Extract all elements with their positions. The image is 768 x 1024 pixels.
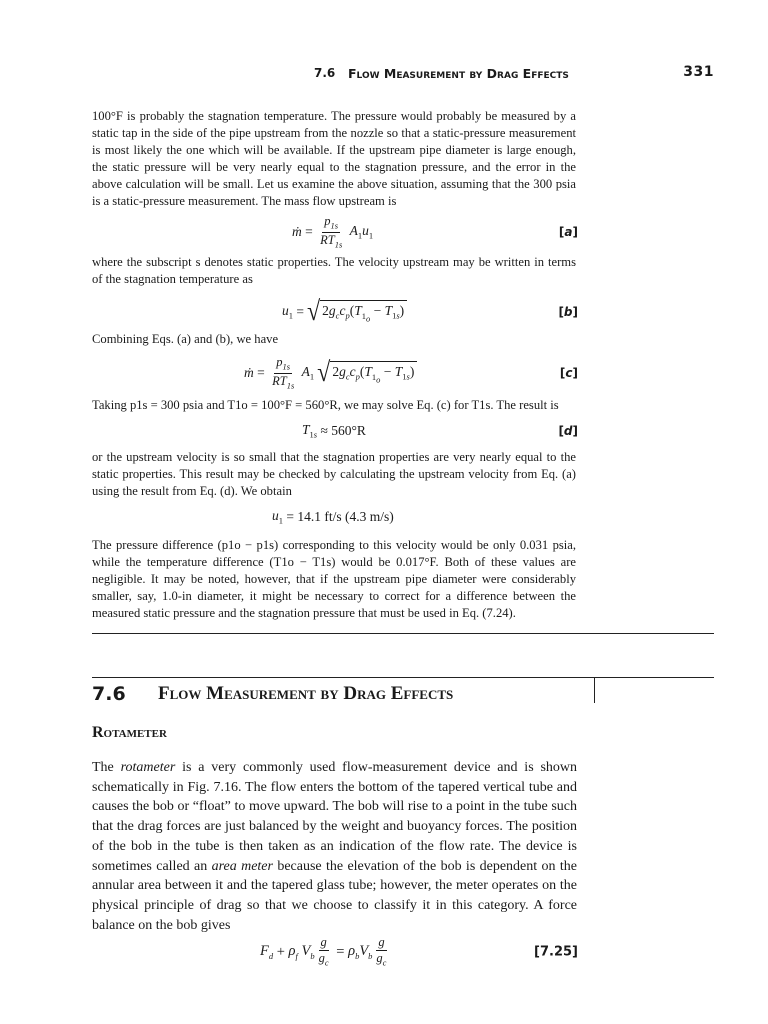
equation-a-tag: a	[564, 225, 573, 239]
area-meter-term: area meter	[211, 858, 273, 874]
section-title: Flow Measurement by Drag Effects	[158, 683, 454, 704]
rotameter-paragraph	[92, 758, 577, 935]
section-number: 7.6	[92, 683, 126, 705]
equation-7-25: $F_d$ + $\rho_f$ $V_b$ $\frac{g}{g_c}$ = $\rho_bV_b$ $\frac{g}{g_c}$ [7.25]	[260, 934, 578, 968]
equation-u1-value: 14.1 ft/s (4.3 m/s)	[297, 509, 394, 524]
rotameter-text-2: is a very commonly used flow-measurement device and is shown schematically in Fig. 7.16. The flow enters the bottom of the tapered vertical tube and causes the bob or “float” to move upward. The bob will rise to a point in the tube such that the drag forces are just balanced by the weight and buoyancy forces. The position of the bob in the tube is then taken as an indication of the flow rate. The device is sometimes called an	[92, 760, 578, 874]
section-vertical-rule	[594, 677, 595, 703]
rotameter-text-3: because the elevation of the bob is dependent on the annular area between it and the tapered glass tube; however, the meter operates on the physical principle of drag so that we choose to classify it in this category. A force balance on the bob gives	[92, 858, 577, 933]
equation-d-rhs: 560°R	[331, 423, 366, 438]
equation-d: $T_{1s}$ ≈ 560°R [d]	[302, 422, 578, 440]
paragraph-3: Combining Eqs. (a) and (b), we have	[92, 332, 279, 346]
running-head-section-number: 7.6	[314, 66, 336, 80]
equation-a: ṁ = $\frac{p_{1s}}{RT_{1s}}$ $A_1u_1$ [a]	[292, 213, 578, 249]
rotameter-term: rotameter	[120, 760, 176, 775]
section-heading	[92, 681, 592, 711]
equation-c: ṁ = $\frac{p_{1s}}{RT_{1s}}$ $A_1$ √ $2g_cc_p(T_{1_o} - T_{1s})$ [c]	[244, 354, 578, 390]
subsection-heading: Rotameter	[92, 724, 167, 741]
paragraph-4: Taking p1s = 300 psia and T1o = 100°F = 560°R, we may solve Eq. (c) for T1s. The result is	[92, 398, 559, 412]
equation-7-25-tag: 7.25	[539, 944, 573, 960]
paragraph-1: 100°F is probably the stagnation temperature. The pressure would probably be measured by a static tap in the side of the pipe upstream from the nozzle so that a static-pressure measurement is most likely the one which will be available. If the upstream pipe diameter is large enough, the static pressure will be very nearly equal to the stagnation pressure, and the error in the above calculation will be small. Let us examine the above situation, assuming that the 300 psia is a static-pressure measurement. The mass flow upstream is	[92, 109, 576, 208]
equation-b: $u_1$ = √ $2g_cc_p(T_{1_o} - T_{1s})$ [b]	[282, 297, 578, 327]
paragraph-5: or the upstream velocity is so small that the stagnation properties are very nearly equal to the static properties. This result may be checked by calculating the upstream velocity from Eq. (a) using the result from Eq. (d). We obtain	[92, 450, 576, 498]
running-head	[300, 64, 720, 84]
section-top-rule	[92, 677, 714, 678]
running-head-section-title: Flow Measurement by Drag Effects	[348, 66, 569, 81]
paragraph-6: The pressure difference (p1o − p1s) corresponding to this velocity would be only 0.031 psia, while the temperature difference (T1o − T1s) would be 0.017°F. Both of these values are negligible. It may be noted, however, that if the upstream pipe diameter were considerably smaller, say, 1.0-in diameter, it might be necessary to correct for a difference between the measured static pressure and the stagnation pressure that must be used in Eq. (7.24).	[92, 538, 576, 620]
equation-d-tag: d	[563, 424, 573, 438]
equation-u1: $u_1$ = 14.1 ft/s (4.3 m/s)	[272, 508, 394, 526]
equation-c-tag: c	[565, 366, 573, 380]
page-number: 331	[683, 64, 714, 80]
paragraph-2: where the subscript s denotes static properties. The velocity upstream may be written in terms of the stagnation temperature as	[92, 255, 576, 286]
equation-b-tag: b	[563, 305, 573, 319]
divider-rule	[92, 633, 714, 634]
rotameter-text-1: The	[92, 760, 121, 775]
